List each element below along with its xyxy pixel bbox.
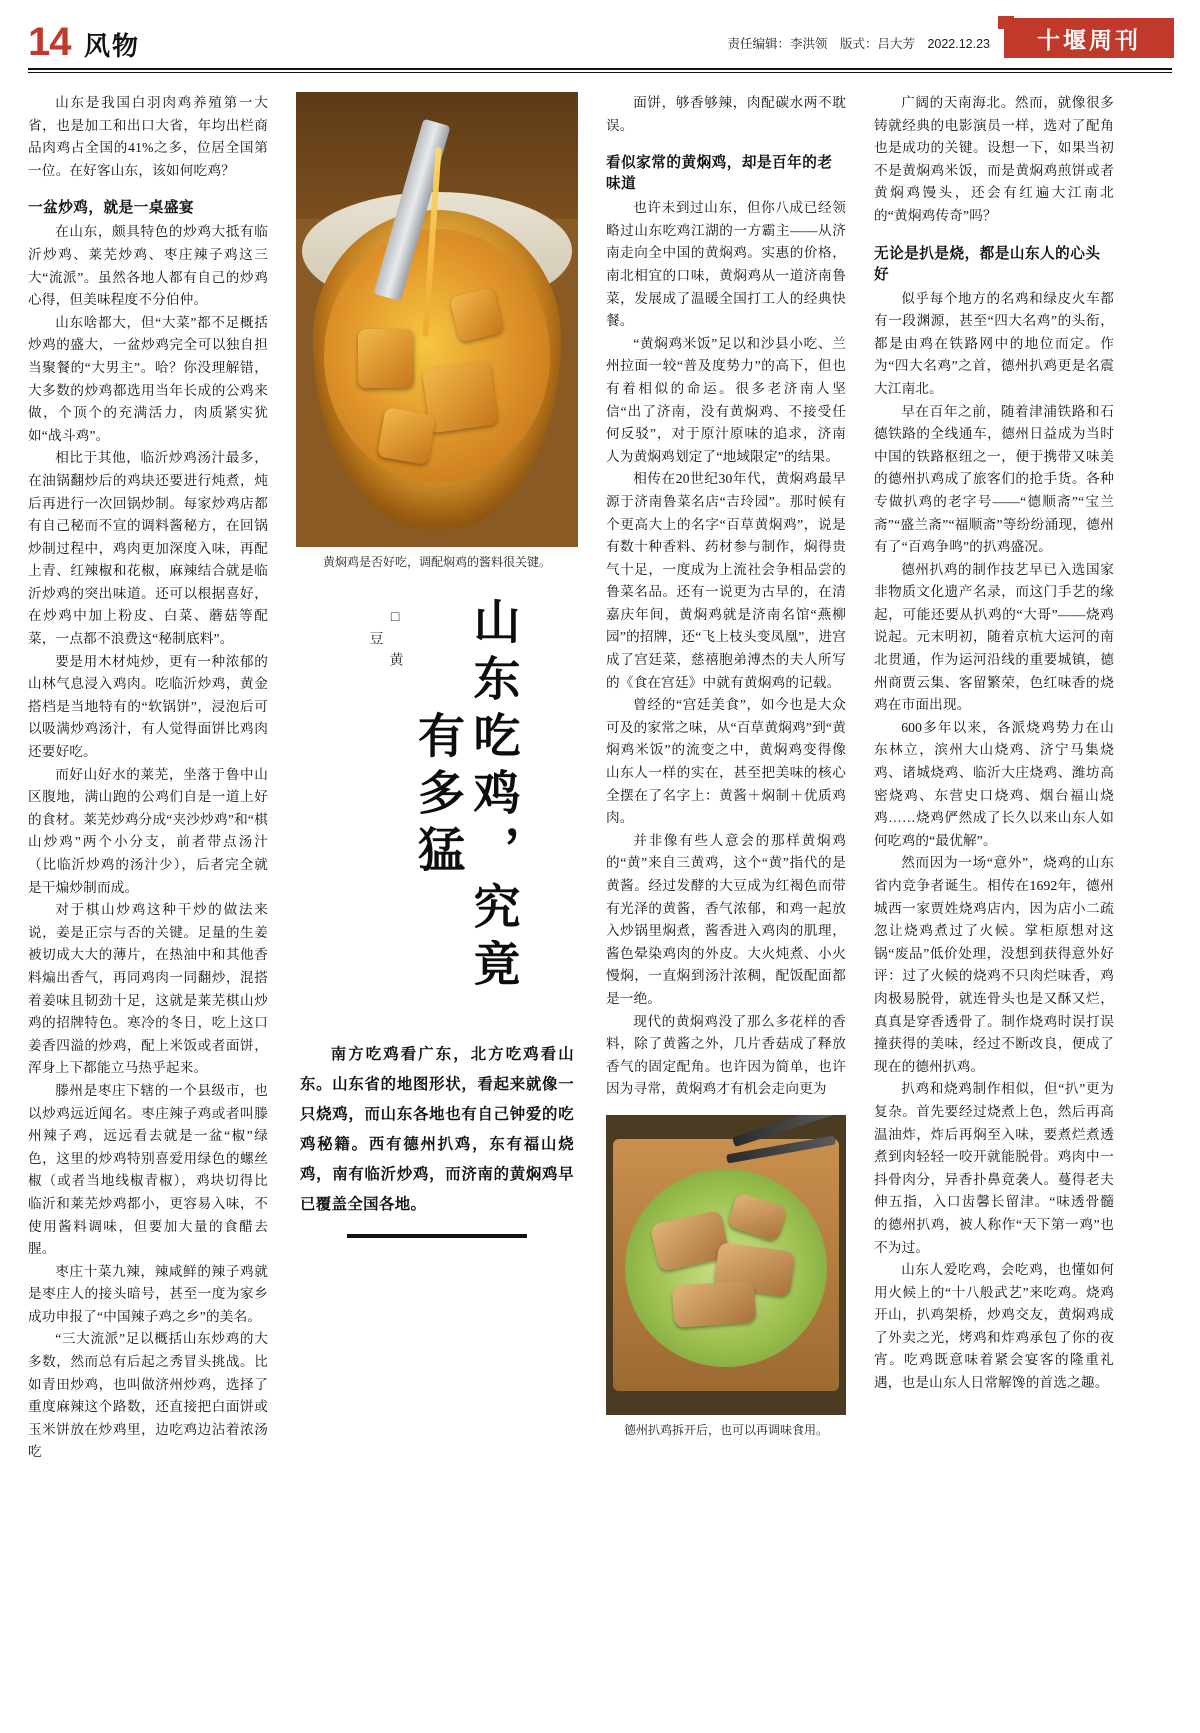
- publication-logo: 十堰周刊: [1004, 18, 1174, 58]
- paragraph: 早在百年之前，随着津浦铁路和石德铁路的全线通车，德州日益成为当时中国的铁路枢纽之一，便于携带又味美的德州扒鸡成了旅客们的抢手货。各种专做扒鸡的老字号——“德顺斋”“宝兰斋”“盛兰斋”“福顺斋”等纷纷涌现，德州有了“百鸡争鸣”的扒鸡盛况。: [874, 403, 1114, 555]
- paragraph: 山东是我国白羽肉鸡养殖第一大省，也是加工和出口大省，年均出栏商品肉鸡占全国的41%之多，位居全国第一位。在好客山东，该如何吃鸡？: [28, 95, 268, 178]
- subheading: 看似家常的黄焖鸡，却是百年的老味道: [606, 155, 833, 193]
- dezhou-chicken-photo: [606, 1115, 846, 1415]
- paragraph: 德州扒鸡的制作技艺早已入选国家非物质文化遗产名录，而这门手艺的缘起，可能还要从扒鸡的“大哥”——烧鸡说起。元末明初，随着京杭大运河的南北贯通，作为运河沿线的重要城镇，德州商贾云集、客留繁荣，色红味香的烧鸡在市面出现。: [874, 561, 1114, 713]
- paragraph: 面饼，够香够辣，肉配碳水两不耽误。: [606, 95, 846, 133]
- article-standfirst: 南方吃鸡看广东，北方吃鸡看山东。山东省的地图形状，看起来就像一只烧鸡，而山东各地也有自己钟爱的吃鸡秘籍。西有德州扒鸡，东有福山烧鸡，南有临沂炒鸡，而济南的黄焖鸡早已覆盖全国各地。: [300, 1046, 574, 1213]
- photo-caption: 黄焖鸡是否好吃，调配焖鸡的酱料很关键。: [322, 555, 551, 569]
- column-1: [28, 92, 268, 1464]
- braised-chicken-pot-photo: [296, 92, 578, 547]
- paragraph: “三大流派”足以概括山东炒鸡的大多数，然而总有后起之秀冒头挑战。比如青田炒鸡，也叫做济州炒鸡，选择了重度麻辣这个路数，还直接把白面饼或玉米饼放在炒鸡里，边吃鸡边沾着浓汤吃: [28, 1331, 268, 1460]
- paragraph: 曾经的“宫廷美食”，如今也是大众可及的家常之味，从“百草黄焖鸡”到“黄焖鸡米饭”的流变之中，黄焖鸡变得像山东人一样的实在，甚至把美味的核心全摆在了名字上：黄酱＋焖制＋优质鸡肉。: [606, 697, 846, 826]
- paragraph: 山东人爱吃鸡，会吃鸡，也懂如何用火候上的“十八般武艺”来吃鸡。烧鸡开山，扒鸡架桥，炒鸡交友，黄焖鸡成了外卖之光，烤鸡和炸鸡承包了你的夜宵。吃鸡既意味着紧会宴客的隆重礼遇，也是山东人日常解馋的首选之趣。: [874, 1262, 1114, 1391]
- article-body: [28, 92, 1172, 1712]
- paragraph: 似乎每个地方的名鸡和绿皮火车都有一段渊源，甚至“四大名鸡”的头衔，都是由鸡在铁路网中的地位而定。作为“四大名鸡”之首，德州扒鸡更是名震大江南北。: [874, 290, 1114, 396]
- paragraph: 枣庄十菜九辣，辣咸鲜的辣子鸡就是枣庄人的接头暗号，甚至一度为家乡成功申报了“中国辣子鸡之乡”的美名。: [28, 1263, 268, 1324]
- paragraph: 600多年以来，各派烧鸡势力在山东林立，滨州大山烧鸡、济宁马集烧鸡、诸城烧鸡、临沂大庄烧鸡、潍坊高密烧鸡、东营史口烧鸡、烟台福山烧鸡……烧鸡俨然成了长久以来山东人如何吃鸡的“最优解”。: [874, 719, 1114, 848]
- paragraph: 滕州是枣庄下辖的一个县级市，也以炒鸡远近闻名。枣庄辣子鸡或者叫滕州辣子鸡，远远看去就是一盆“椒”绿色，这里的炒鸡特别喜爱用绿色的螺丝椒（或者当地线椒青椒），鸡块切得比临沂和莱芜炒鸡都小，更容易入味，不使用酱料调味，但要加大量的食醋去腥。: [28, 1082, 268, 1257]
- subheading: 一盆炒鸡，就是一桌盛宴: [28, 200, 195, 217]
- article-byline: □ 黄 豆: [367, 610, 403, 672]
- masthead-divider: [28, 68, 1172, 70]
- paragraph: 扒鸡和烧鸡制作相似，但“扒”更为复杂。首先要经过烧煮上色，然后再高温油炸，炸后再焖至入味，要煮烂煮透煮到肉轻轻一咬开就能脱骨。鸡肉中一抖骨肉分，异香扑鼻竟袭人。蔓得老夫伸五指，入口齿馨长留津。“味透骨髓的德州扒鸡，被人称作“天下第一鸡”也不为过。: [874, 1081, 1114, 1255]
- headline-area: [296, 596, 578, 1016]
- column-2: [296, 92, 578, 1238]
- paragraph: 广阔的天南海北。然而，就像很多铸就经典的电影演员一样，选对了配角也是成功的关键。设想一下，如果当初不是黄焖鸡米饭，而是黄焖鸡煎饼或者黄焖鸡馒头，还会有红遍大江南北的“黄焖鸡传奇”吗？: [874, 95, 1114, 223]
- page-number: 14: [28, 20, 71, 64]
- page-title: 山东吃鸡，究竟有多猛: [411, 596, 519, 996]
- paragraph: 相传在20世纪30年代，黄焖鸡最早源于济南鲁菜名店“吉玲园”。那时候有个更高大上的名字“百草黄焖鸡”，说是有数十种香料、药材参与制作，焖得贵气十足，一度成为上流社会争相品尝的鲁菜名品。还有一说更为古早的，在清嘉庆年间，黄焖鸡就是济南名馆“燕柳园”的招牌，还“飞上枝头变凤凰”，进宫成了宫廷菜，慈禧胞弟溥杰的夫人所写的《食在宫廷》中就有黄焖鸡的记载。: [606, 471, 846, 690]
- masthead-divider-secondary: [28, 72, 1172, 73]
- paragraph: 也许未到过山东，但你八成已经领略过山东吃鸡江湖的一方霸主——从济南走向全中国的黄焖鸡。实惠的价格，南北相宜的口味，黄焖鸡从一道济南鲁菜，发展成了温暖全国打工人的经典快餐。: [606, 200, 846, 329]
- editor-credits: 责任编辑：李洪领 版式：吕大芳 2022.12.23: [727, 37, 990, 51]
- column-3: [606, 92, 846, 1438]
- standfirst-divider: [347, 1234, 527, 1238]
- paragraph: 对于棋山炒鸡这种干炒的做法来说，姜是正宗与否的关键。足量的生姜被切成大大的薄片，在热油中和其他香料煸出香气，再同鸡肉一同翻炒，混搭着姜味且韧劲十足，这就是莱芜棋山炒鸡的招牌特色。寒冷的冬日，吃上这口姜香四溢的炒鸡，配上米饭或者面饼，浑身上下都能立马热乎起来。: [28, 902, 268, 1076]
- paragraph: 而好山好水的莱芜，坐落于鲁中山区腹地，满山跑的公鸡们自是一道上好的食材。莱芜炒鸡分成“夹沙炒鸡”和“棋山炒鸡”两个小分支，前者带点汤汁（比临沂炒鸡的汤汁少），后者完全就是干煸炒制而成。: [28, 766, 268, 895]
- paragraph: 要是用木材炖炒，更有一种浓郁的山林气息浸入鸡肉。吃临沂炒鸡，黄金搭档是当地特有的“软锅饼”，浸泡后可以吸满炒鸡汤汁，有人觉得面饼比鸡肉还要好吃。: [28, 653, 268, 760]
- paragraph: 山东啥都大，但“大菜”都不足概括炒鸡的盛大，一盆炒鸡完全可以独自担当聚餐的“大男主”。哈？你没理解错，大多数的炒鸡都选用当年长成的公鸡来做，个顶个的充满活力，肉质紧实犹如“战斗鸡”。: [28, 314, 268, 443]
- paragraph: 并非像有些人意会的那样黄焖鸡的“黄”来自三黄鸡，这个“黄”指代的是黄酱。经过发酵的大豆成为红褐色而带有光泽的黄酱，香气浓郁，和鸡一起放入炒锅里焖煮，酱香进入鸡肉的肌理，酱色晕染鸡肉的外皮。大火炖煮、小火慢焖，一直焖到汤汁浓稠，配饭配面都是一绝。: [606, 832, 846, 1006]
- masthead: [0, 0, 1200, 78]
- paragraph: 然而因为一场“意外”，烧鸡的山东省内竞争者诞生。相传在1692年，德州城西一家贾姓烧鸡店内，因为店小二疏忽让烧鸡煮过了火候。掌柜原想对这锅“废品”低价处理，没想到获得意外好评：过了火候的烧鸡不只肉烂味香，鸡肉极易脱骨，就连骨头也是又酥又烂，真真是穿香透骨了。制作烧鸡时误打误撞获得的美味，经过不断改良，便成了现在的德州扒鸡。: [874, 855, 1114, 1074]
- column-4: [874, 92, 1114, 1395]
- paragraph: 在山东，颇具特色的炒鸡大抵有临沂炒鸡、莱芜炒鸡、枣庄辣子鸡这三大“流派”。虽然各地人都有自己的炒鸡心得，但美味程度不分伯仲。: [28, 224, 268, 308]
- paragraph: 现代的黄焖鸡没了那么多花样的香料，除了黄酱之外，几片香菇成了释放香气的固定配角。也许因为简单，也许因为寻常，黄焖鸡才有机会走向更为: [606, 1013, 846, 1097]
- subheading: 无论是扒是烧，都是山东人的心头好: [874, 245, 1101, 283]
- paragraph: 相比于其他，临沂炒鸡汤汁最多，在油锅翻炒后的鸡块还要进行炖煮，炖后再进行一次回锅炒制。每家炒鸡店都有自己秘而不宣的调料酱秘方，在回锅炒制过程中，鸡肉更加深度入味，再配上青、红辣椒和花椒，麻辣结合就是临沂炒鸡的突出味道。还可以根据喜好，在炒鸡中加上粉皮、白菜、蘑菇等配菜，一点都不浪费这“秘制底料”。: [28, 450, 268, 647]
- section-title: 风物: [84, 31, 141, 61]
- paragraph: “黄焖鸡米饭”足以和沙县小吃、兰州拉面一较“普及度势力”的高下，但也有着相似的命运。很多老济南人坚信“出了济南，没有黄焖鸡、不接受任何反驳”，对于原汁原味的追求，济南人为黄焖鸡划定了“地域限定”的结果。: [606, 335, 846, 464]
- photo-caption: 德州扒鸡拆开后，也可以再调味食用。: [623, 1422, 828, 1437]
